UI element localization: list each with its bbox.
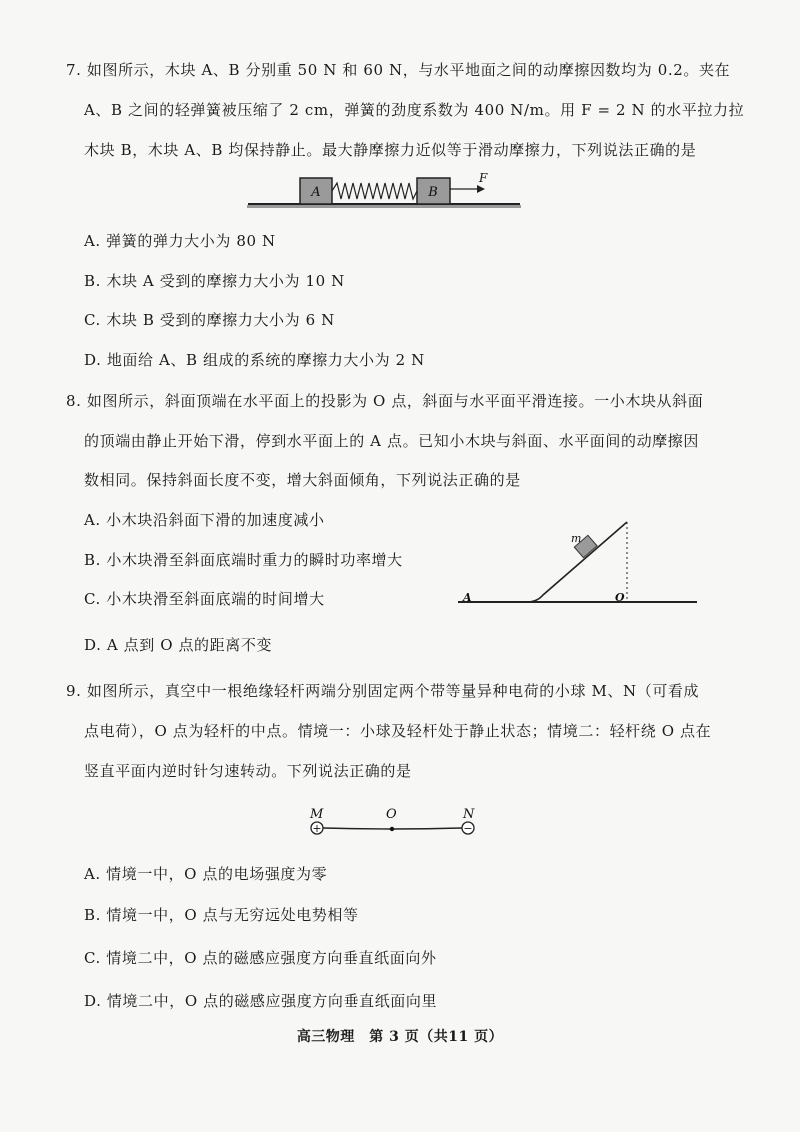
q9-option-a: A. 情境一中，O 点的电场强度为零 xyxy=(84,865,328,883)
q8-option-a: A. 小木块沿斜面下滑的加速度减小 xyxy=(84,511,325,529)
label-n: N xyxy=(463,807,475,822)
point-o-label: O xyxy=(615,591,625,604)
q7-stem-line-2: A、B 之间的轻弹簧被压缩了 2 cm，弹簧的劲度系数为 400 N/m。用 F = 2 N 的水平拉力拉 xyxy=(84,101,745,119)
q9-option-d: D. 情境二中，O 点的磁感应强度方向垂直纸面向里 xyxy=(84,992,438,1010)
label-o: O xyxy=(386,807,397,822)
block-b-label: B xyxy=(428,185,438,200)
q8-stem-line-3: 数相同。保持斜面长度不变，增大斜面倾角，下列说法正确的是 xyxy=(84,471,521,489)
block-a-label: A xyxy=(311,185,321,200)
mass-label: m xyxy=(571,532,582,545)
q7-spring-blocks-figure xyxy=(245,168,525,216)
q8-option-c: C. 小木块滑至斜面底端的时间增大 xyxy=(84,590,325,608)
point-o-dot xyxy=(390,827,394,831)
spring xyxy=(332,183,417,199)
sign-n: − xyxy=(463,822,473,835)
force-label: F xyxy=(479,171,488,185)
q9-option-c: C. 情境二中，O 点的磁感应强度方向垂直纸面向外 xyxy=(84,949,437,967)
page-footer: 高三物理 第 3 页（共11 页） xyxy=(296,1029,504,1045)
q8-option-d: D. A 点到 O 点的距离不变 xyxy=(84,636,273,654)
point-a-label: A xyxy=(463,591,472,604)
q7-option-d: D. 地面给 A、B 组成的系统的摩擦力大小为 2 N xyxy=(84,351,425,369)
q8-incline-figure xyxy=(455,515,700,610)
q8-stem-line-2: 的顶端由静止开始下滑，停到水平面上的 A 点。已知小木块与斜面、水平面间的动摩擦因 xyxy=(84,432,699,450)
q7-stem-line-1: 7. 如图所示，木块 A、B 分别重 50 N 和 60 N，与水平地面之间的动摩擦因数均为 0.2。夹在 xyxy=(66,61,731,79)
sign-m: + xyxy=(312,822,322,835)
label-m: M xyxy=(310,807,324,822)
q7-option-a: A. 弹簧的弹力大小为 80 N xyxy=(84,232,276,250)
q9-charged-rod-figure xyxy=(300,804,485,844)
q9-stem-line-3: 竖直平面内逆时针匀速转动。下列说法正确的是 xyxy=(84,762,412,780)
q8-stem-line-1: 8. 如图所示，斜面顶端在水平面上的投影为 O 点，斜面与水平面平滑连接。一小木块从斜面 xyxy=(66,392,704,410)
q7-stem-line-3: 木块 B，木块 A、B 均保持静止。最大静摩擦力近似等于滑动摩擦力，下列说法正确的是 xyxy=(84,141,697,159)
q9-stem-line-1: 9. 如图所示，真空中一根绝缘轻杆两端分别固定两个带等量异种电荷的小球 M、N（可看成 xyxy=(66,682,700,700)
q9-option-b: B. 情境一中，O 点与无穷远处电势相等 xyxy=(84,906,359,924)
q7-option-c: C. 木块 B 受到的摩擦力大小为 6 N xyxy=(84,311,335,329)
q8-option-b: B. 小木块滑至斜面底端时重力的瞬时功率增大 xyxy=(84,551,403,569)
q9-stem-line-2: 点电荷），O 点为轻杆的中点。情境一：小球及轻杆处于静止状态；情境二：轻杆绕 O 点在 xyxy=(84,722,712,740)
q7-option-b: B. 木块 A 受到的摩擦力大小为 10 N xyxy=(84,272,345,290)
